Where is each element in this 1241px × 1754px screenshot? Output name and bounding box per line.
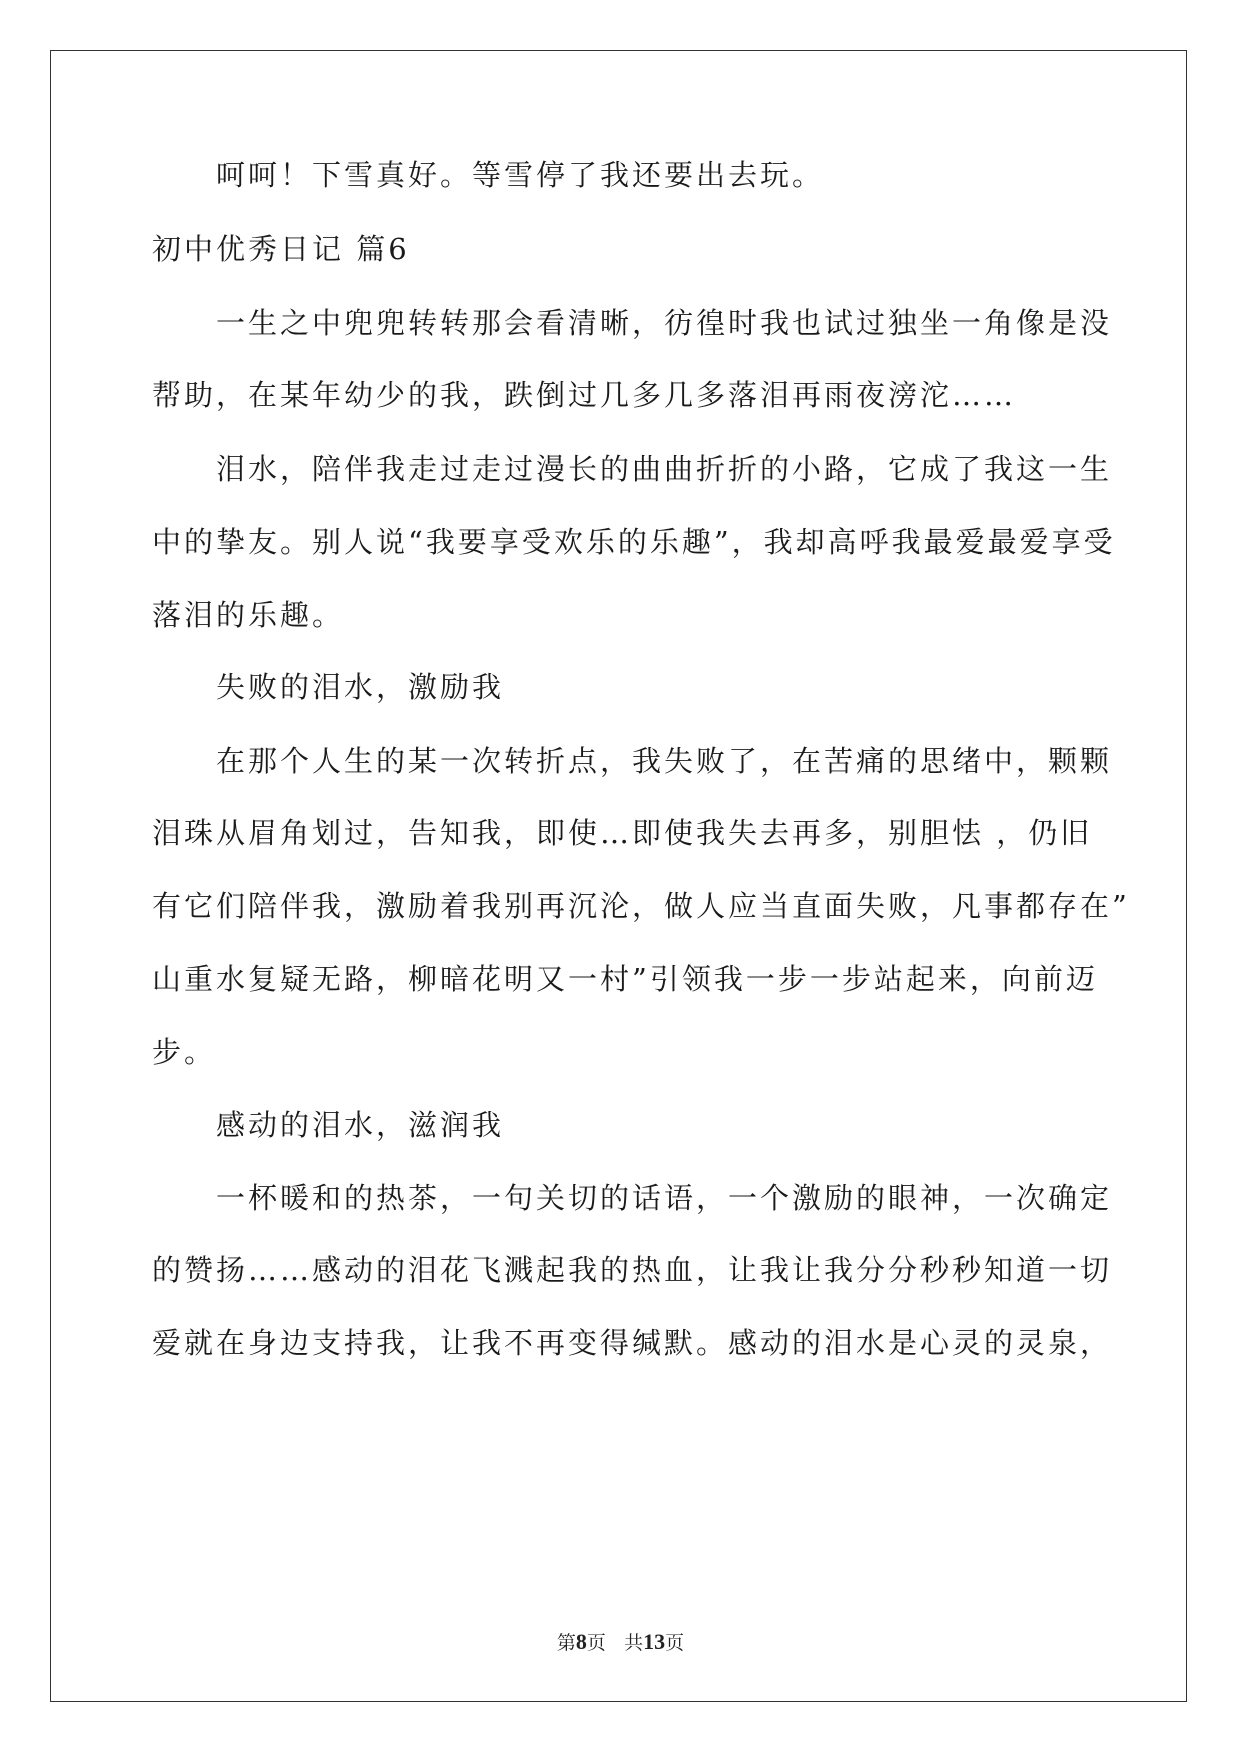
total-pages: 13 <box>643 1629 666 1654</box>
page-footer <box>0 1628 1241 1655</box>
paragraph-line: 有它们陪伴我，激励着我别再沉沦，做人应当直面失败，凡事都存在” <box>152 889 1130 923</box>
page-prefix: 第 <box>556 1632 576 1654</box>
page-suffix: 页 <box>586 1632 606 1654</box>
total-prefix: 共 <box>624 1632 644 1654</box>
paragraph-line: 一杯暖和的热茶，一句关切的话语，一个激励的眼神，一次确定 <box>216 1181 1113 1215</box>
paragraph-line: 山重水复疑无路，柳暗花明又一村”引领我一步一步站起来，向前迈 <box>152 962 1098 996</box>
page-number: 8 <box>575 1629 587 1654</box>
paragraph-line: 中的挚友。别人说“我要享受欢乐的乐趣”，我却高呼我最爱最爱享受 <box>152 525 1116 559</box>
total-suffix: 页 <box>665 1632 685 1654</box>
section-heading: 初中优秀日记 篇6 <box>152 232 410 266</box>
paragraph-line: 泪珠从眉角划过，告知我，即使…即使我失去再多，别胆怯 ，仍旧 <box>152 816 1093 850</box>
paragraph-line: 爱就在身边支持我，让我不再变得缄默。感动的泪水是心灵的灵泉， <box>152 1326 1113 1360</box>
page-border <box>50 50 1187 1702</box>
subheading-line: 感动的泪水，滋润我 <box>216 1108 505 1142</box>
paragraph-line: 呵呵！下雪真好。等雪停了我还要出去玩。 <box>216 158 825 192</box>
paragraph-line: 落泪的乐趣。 <box>152 598 345 632</box>
paragraph-line: 一生之中兜兜转转那会看清晰，彷徨时我也试过独坐一角像是没 <box>216 306 1113 340</box>
paragraph-line: 步。 <box>152 1035 217 1069</box>
paragraph-line: 泪水，陪伴我走过走过漫长的曲曲折折的小路，它成了我这一生 <box>216 452 1113 486</box>
paragraph-line: 的赞扬……感动的泪花飞溅起我的热血，让我让我分分秒秒知道一切 <box>152 1253 1113 1287</box>
subheading-line: 失败的泪水，激励我 <box>216 670 505 704</box>
paragraph-line: 在那个人生的某一次转折点，我失败了，在苦痛的思绪中，颗颗 <box>216 744 1113 778</box>
paragraph-line: 帮助，在某年幼少的我，跌倒过几多几多落泪再雨夜滂沱…… <box>152 378 1017 412</box>
